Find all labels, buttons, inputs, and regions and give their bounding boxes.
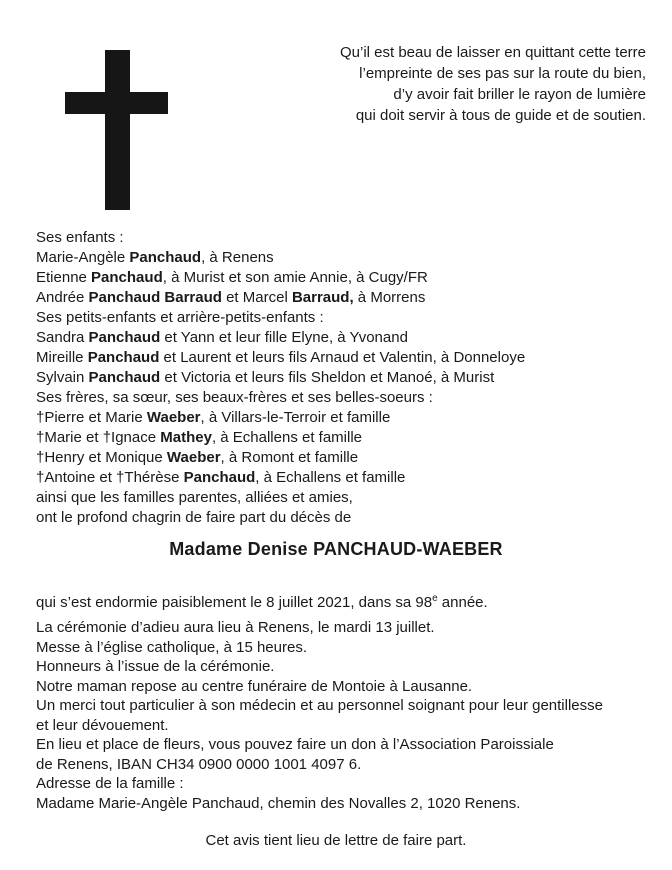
header-section (0, 0, 672, 228)
text-line: qui doit servir à tous de guide et de soutien. (355, 107, 646, 124)
text-line: ainsi que les familles parentes, alliées et amies, (36, 489, 353, 506)
text-line: Mireille Panchaud et Laurent et leurs fils Arnaud et Valentin, à Donneloye (36, 349, 526, 366)
text-line: Ses frères, sa sœur, ses beaux-frères et ses belles-soeurs : (36, 389, 433, 406)
text-line: Adresse de la famille : (36, 775, 184, 792)
text-line: Andrée Panchaud Barraud et Marcel Barraud, à Morrens (36, 289, 426, 306)
text-line: ont le profond chagrin de faire part du décès de (36, 509, 352, 526)
family-list (36, 228, 672, 528)
text-line: Honneurs à l’issue de la cérémonie. (36, 658, 275, 675)
closing-line: Cet avis tient lieu de lettre de faire part. (205, 832, 467, 849)
death-notice-line (36, 593, 672, 613)
poem (340, 42, 646, 126)
text-line: et leur dévouement. (36, 716, 169, 734)
text-line: Un merci tout particulier à son médecin et au personnel soignant pour leur gentillesse (36, 697, 603, 714)
cross-icon (65, 50, 168, 210)
text-line: La cérémonie d’adieu aura lieu à Renens, le mardi 13 juillet. (36, 619, 435, 636)
text-line: Notre maman repose au centre funéraire de Montoie à Lausanne. (36, 677, 473, 695)
text-line: Sandra Panchaud et Yann et leur fille Elyne, à Yvonand (36, 329, 408, 346)
text-line: de Renens, IBAN CH34 0900 0000 1001 4097 6. (36, 755, 362, 773)
text-line: Ses enfants : (36, 229, 124, 246)
text-line: Marie-Angèle Panchaud, à Renens (36, 249, 274, 266)
text-line: En lieu et place de fleurs, vous pouvez faire un don à l’Association Paroissiale (36, 736, 554, 753)
text-line: Qu’il est beau de laisser en quittant cette terre (339, 44, 646, 61)
deceased-name: Madame Denise PANCHAUD-WAEBER (169, 539, 503, 559)
text-line: †Henry et Monique Waeber, à Romont et famille (36, 449, 359, 466)
text-line: †Pierre et Marie Waeber, à Villars-le-Terroir et famille (36, 409, 391, 426)
text-line: d’y avoir fait briller le rayon de lumière (393, 86, 646, 103)
text-line: †Marie et †Ignace Mathey, à Echallens et famille (36, 429, 363, 446)
text-line: †Antoine et †Thérèse Panchaud, à Echallens et famille (36, 469, 406, 486)
text-line: Etienne Panchaud, à Murist et son amie Annie, à Cugy/FR (36, 269, 428, 286)
text-line: qui s’est endormie paisiblement le 8 juillet 2021, dans sa 98e année. (36, 593, 488, 611)
text-line: Messe à l’église catholique, à 15 heures. (36, 638, 307, 656)
text-line: l’empreinte de ses pas sur la route du bien, (359, 65, 646, 82)
ceremony-details (36, 618, 672, 813)
text-line: Madame Marie-Angèle Panchaud, chemin des Novalles 2, 1020 Renens. (36, 794, 521, 812)
text-line: Ses petits-enfants et arrière-petits-enfants : (36, 309, 324, 326)
text-line: Sylvain Panchaud et Victoria et leurs fils Sheldon et Manoé, à Murist (36, 369, 495, 386)
